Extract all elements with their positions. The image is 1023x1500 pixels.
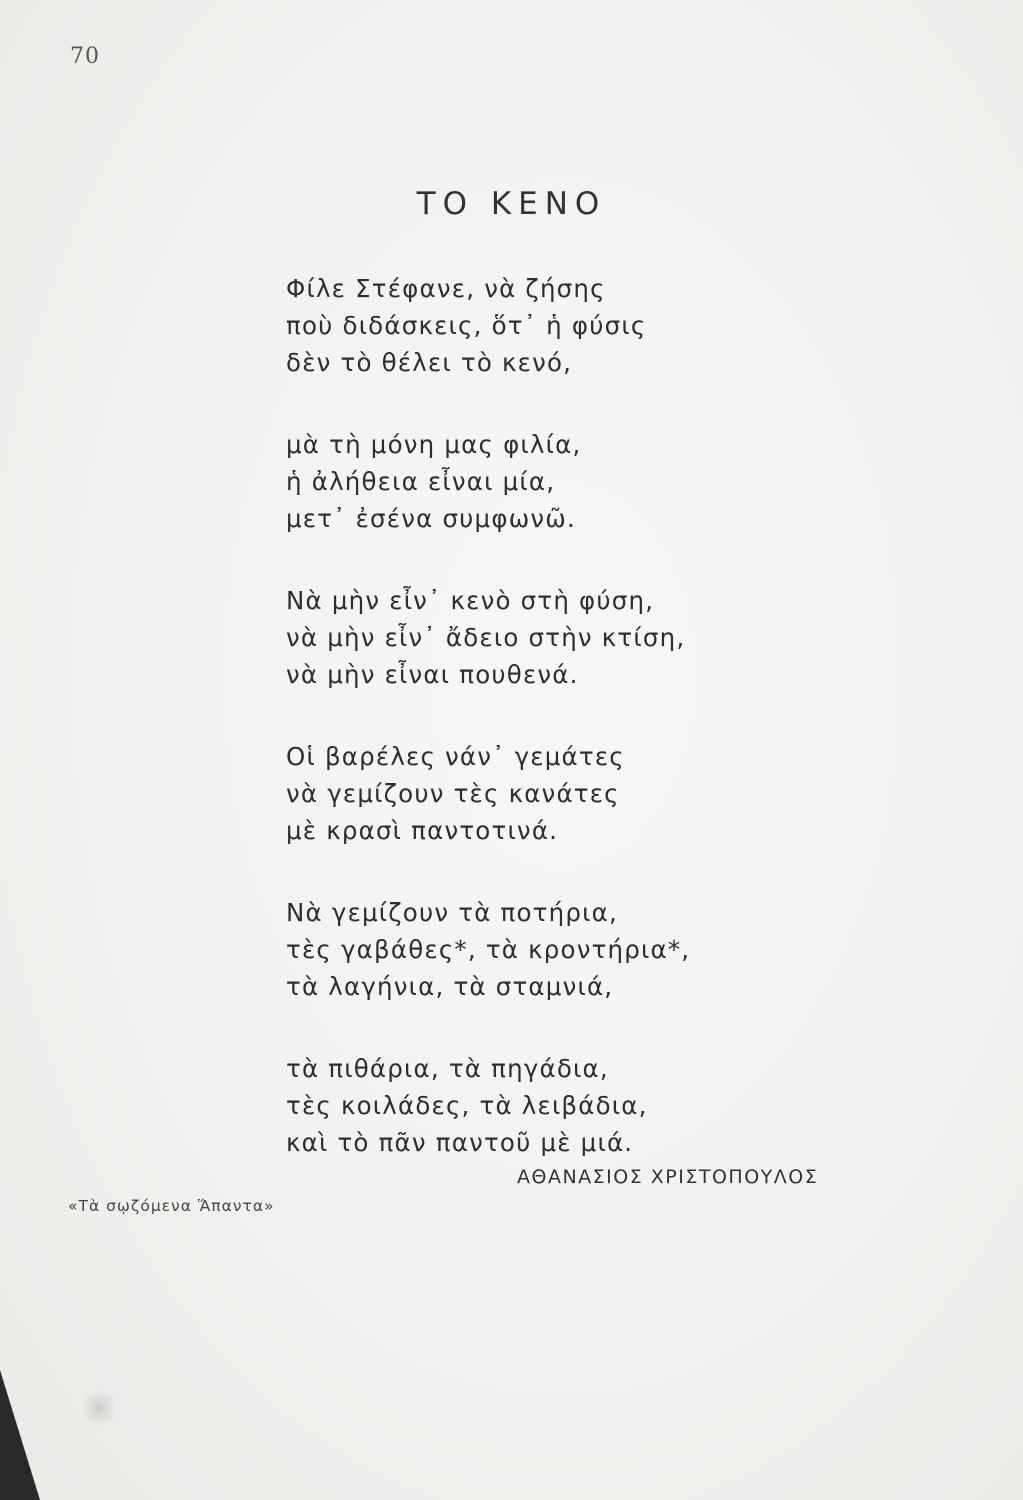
poem-line: μὰ τὴ μόνη μας φιλία, — [286, 430, 582, 459]
stanza — [286, 426, 846, 537]
source-citation: «Τὰ σῳζόμενα Ἅπαντα» — [68, 1197, 275, 1215]
poem-line: Οἱ βαρέλες νάν᾽ γεμάτες — [286, 742, 625, 771]
stanza — [286, 738, 846, 849]
poem-body — [286, 270, 846, 1206]
page-number: 70 — [70, 44, 100, 69]
poem-line: τὲς κοιλάδες, τὰ λειβάδια, — [286, 1091, 648, 1120]
poem-line: Νὰ γεμίζουν τὰ ποτήρια, — [286, 898, 618, 927]
poem-line: μετ᾽ ἐσένα συμφωνῶ. — [286, 504, 577, 533]
poem-line: δὲν τὸ θέλει τὸ κενό, — [286, 348, 573, 377]
poem-title: ΤΟ ΚΕΝΟ — [416, 186, 607, 222]
poem-line: νὰ μὴν εἶν᾽ ἄδειο στὴν κτίση, — [286, 623, 686, 652]
paper-smudge — [82, 1388, 116, 1428]
poem-line: τὲς γαβάθες*, τὰ κροντήρια*, — [286, 935, 691, 964]
stanza — [286, 1050, 846, 1161]
poem-line: ἡ ἀλήθεια εἶναι μία, — [286, 467, 556, 496]
poem-line: Φίλε Στέφανε, νὰ ζήσης — [286, 274, 606, 303]
poem-line: καὶ τὸ πᾶν παντοῦ μὲ μιά. — [286, 1128, 634, 1157]
poem-line: ποὺ διδάσκεις, ὅτ᾽ ἡ φύσις — [286, 311, 647, 340]
poem-line: τὰ λαγήνια, τὰ σταμνιά, — [286, 972, 614, 1001]
poem-line: νὰ γεμίζουν τὲς κανάτες — [286, 779, 620, 808]
poem-line: Νὰ μὴν εἶν᾽ κενὸ στὴ φύση, — [286, 586, 655, 615]
page-corner-shadow — [0, 1370, 40, 1500]
stanza — [286, 894, 846, 1005]
stanza — [286, 270, 846, 381]
poem-author: ΑΘΑΝΑΣΙΟΣ ΧΡΙΣΤΟΠΟΥΛΟΣ — [517, 1166, 819, 1188]
poem-line: μὲ κρασὶ παντοτινά. — [286, 816, 559, 845]
stanza — [286, 582, 846, 693]
poem-line: τὰ πιθάρια, τὰ πηγάδια, — [286, 1054, 609, 1083]
poem-line: νὰ μὴν εἶναι πουθενά. — [286, 660, 579, 689]
